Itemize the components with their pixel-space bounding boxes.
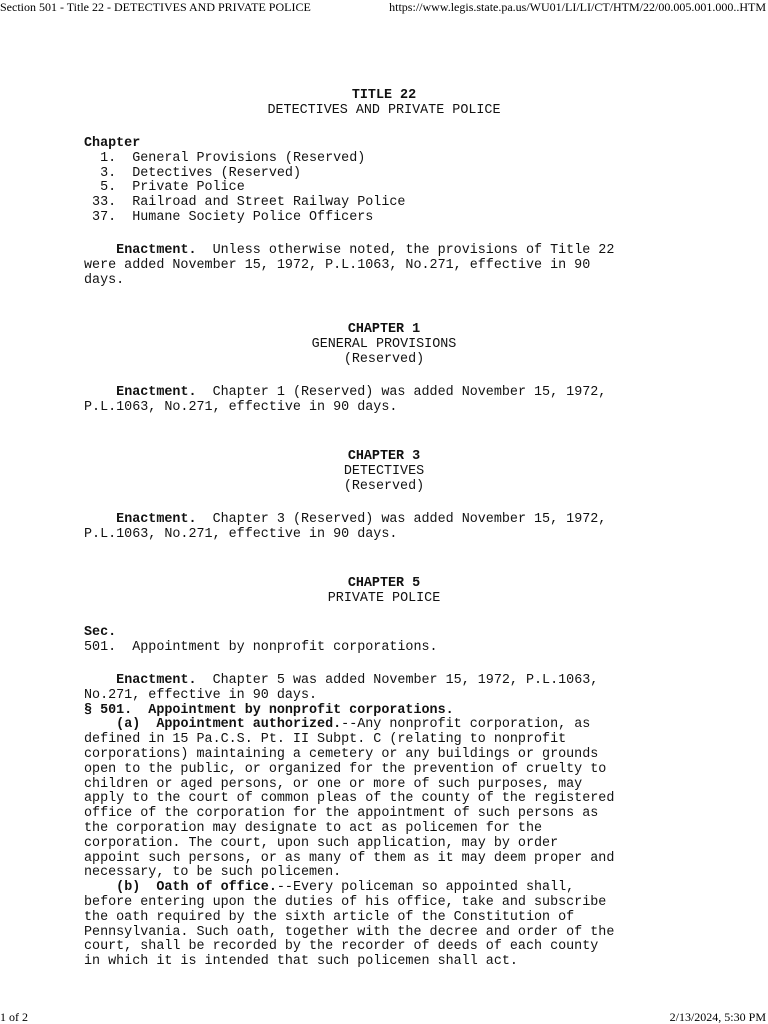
subsection-text: office of the corporation for the appointment of such persons as <box>84 806 599 822</box>
subsection-text: --Every policeman so appointed shall, <box>276 880 575 896</box>
title-enactment <box>84 244 724 288</box>
enactment-label: Enactment. <box>116 385 197 400</box>
subsection-text: corporations) maintaining a cemetery or any buildings or grounds <box>84 746 599 762</box>
chapter-name: PRIVATE POLICE <box>327 590 441 606</box>
chapter-name: GENERAL PROVISIONS <box>311 336 457 352</box>
enactment-text: days. <box>84 272 125 288</box>
title-number: TITLE 22 <box>351 88 417 103</box>
page-number: 1 of 2 <box>0 1010 28 1024</box>
enactment-label: Enactment. <box>116 512 197 527</box>
enactment-text: No.271, effective in 90 days. <box>84 687 318 703</box>
section-heading: § 501. Appointment by nonprofit corporations. <box>84 702 454 718</box>
subsection-text: corporation. The court, upon such application, may by order <box>84 835 559 851</box>
chapter-list-item[interactable] <box>84 152 724 167</box>
chapter-heading: CHAPTER 5 <box>347 576 421 591</box>
chapter-status: (Reserved) <box>343 351 425 367</box>
chapter-3-heading-block <box>84 450 684 494</box>
chapter-label: Railroad and Street Railway Police <box>132 195 406 211</box>
section-list-item[interactable]: 501. Appointment by nonprofit corporations. <box>84 639 438 655</box>
chapter-1-enactment <box>84 386 724 416</box>
chapter-heading: CHAPTER 1 <box>347 322 421 337</box>
subsection-b-label: (b) Oath of office. <box>116 880 277 896</box>
subsection-text: before entering upon the duties of his office, take and subscribe <box>84 894 607 910</box>
chapter-list-item[interactable] <box>84 167 724 182</box>
enactment-label: Enactment. <box>116 673 197 688</box>
subsection-text: open to the public, or organized for the prevention of cruelty to <box>84 761 607 777</box>
chapter-status: (Reserved) <box>343 478 425 494</box>
section-list <box>84 626 724 656</box>
chapter-3-enactment <box>84 513 724 543</box>
subsection-text: court, shall be recorded by the recorder of deeds of each county <box>84 939 599 955</box>
title-name: DETECTIVES AND PRIVATE POLICE <box>267 102 501 118</box>
chapter-num: 5. <box>100 180 117 196</box>
enactment-text: Chapter 1 (Reserved) was added November 15, 1972, <box>212 385 607 400</box>
subsection-text: the corporation may designate to act as policemen for the <box>84 820 543 836</box>
enactment-text: Chapter 3 (Reserved) was added November 15, 1972, <box>212 512 607 527</box>
subsection-a-label: (a) Appointment authorized. <box>116 717 342 733</box>
chapter-name: DETECTIVES <box>343 463 425 479</box>
print-datetime: 2/13/2024, 5:30 PM <box>669 1010 766 1024</box>
enactment-text: P.L.1063, No.271, effective in 90 days. <box>84 399 398 415</box>
subsection-text: --Any nonprofit corporation, as <box>341 717 591 733</box>
chapter-label: Private Police <box>132 180 245 196</box>
enactment-text: Unless otherwise noted, the provisions of Title 22 <box>212 243 615 258</box>
chapter-list <box>84 137 724 226</box>
subsection-text: Pennsylvania. Such oath, together with the decree and order of the <box>84 924 615 940</box>
chapter-5-body <box>84 674 724 970</box>
enactment-text: P.L.1063, No.271, effective in 90 days. <box>84 526 398 542</box>
chapter-num: 33. <box>92 195 117 211</box>
subsection-text: the oath required by the sixth article of the Constitution of <box>84 909 575 925</box>
subsection-text: appoint such persons, or as many of them as it may deem proper and <box>84 850 615 866</box>
page-header-url: https://www.legis.state.pa.us/WU01/LI/LI/CT/HTM/22/00.005.001.000..HTM <box>389 0 766 14</box>
section-list-heading: Sec. <box>84 625 117 640</box>
chapter-5-heading-block <box>84 577 684 607</box>
chapter-label: Humane Society Police Officers <box>132 209 374 225</box>
chapter-list-item[interactable] <box>84 181 724 196</box>
subsection-text: children or aged persons, or one or more of such purposes, may <box>84 776 583 792</box>
page-header-title: Section 501 - Title 22 - DETECTIVES AND PRIVATE POLICE <box>0 0 311 14</box>
subsection-text: apply to the court of common pleas of the county of the registered <box>84 791 615 807</box>
chapter-list-item[interactable] <box>84 196 724 211</box>
enactment-text: were added November 15, 1972, P.L.1063, No.271, effective in 90 <box>84 257 591 273</box>
enactment-label: Enactment. <box>116 243 197 258</box>
title-block <box>84 89 684 119</box>
chapter-num: 1. <box>100 150 117 166</box>
subsection-text: in which it is intended that such policemen shall act. <box>84 954 518 970</box>
chapter-list-heading: Chapter <box>84 136 141 151</box>
chapter-num: 37. <box>92 209 117 225</box>
chapter-label: General Provisions (Reserved) <box>132 150 366 166</box>
chapter-label: Detectives (Reserved) <box>132 165 301 181</box>
enactment-text: Chapter 5 was added November 15, 1972, P.L.1063, <box>212 673 599 688</box>
subsection-text: necessary, to be such policemen. <box>84 865 342 881</box>
chapter-num: 3. <box>100 165 117 181</box>
chapter-list-item[interactable] <box>84 211 724 226</box>
chapter-heading: CHAPTER 3 <box>347 449 421 464</box>
subsection-text: defined in 15 Pa.C.S. Pt. II Subpt. C (relating to nonprofit <box>84 732 567 748</box>
chapter-1-heading-block <box>84 323 684 367</box>
